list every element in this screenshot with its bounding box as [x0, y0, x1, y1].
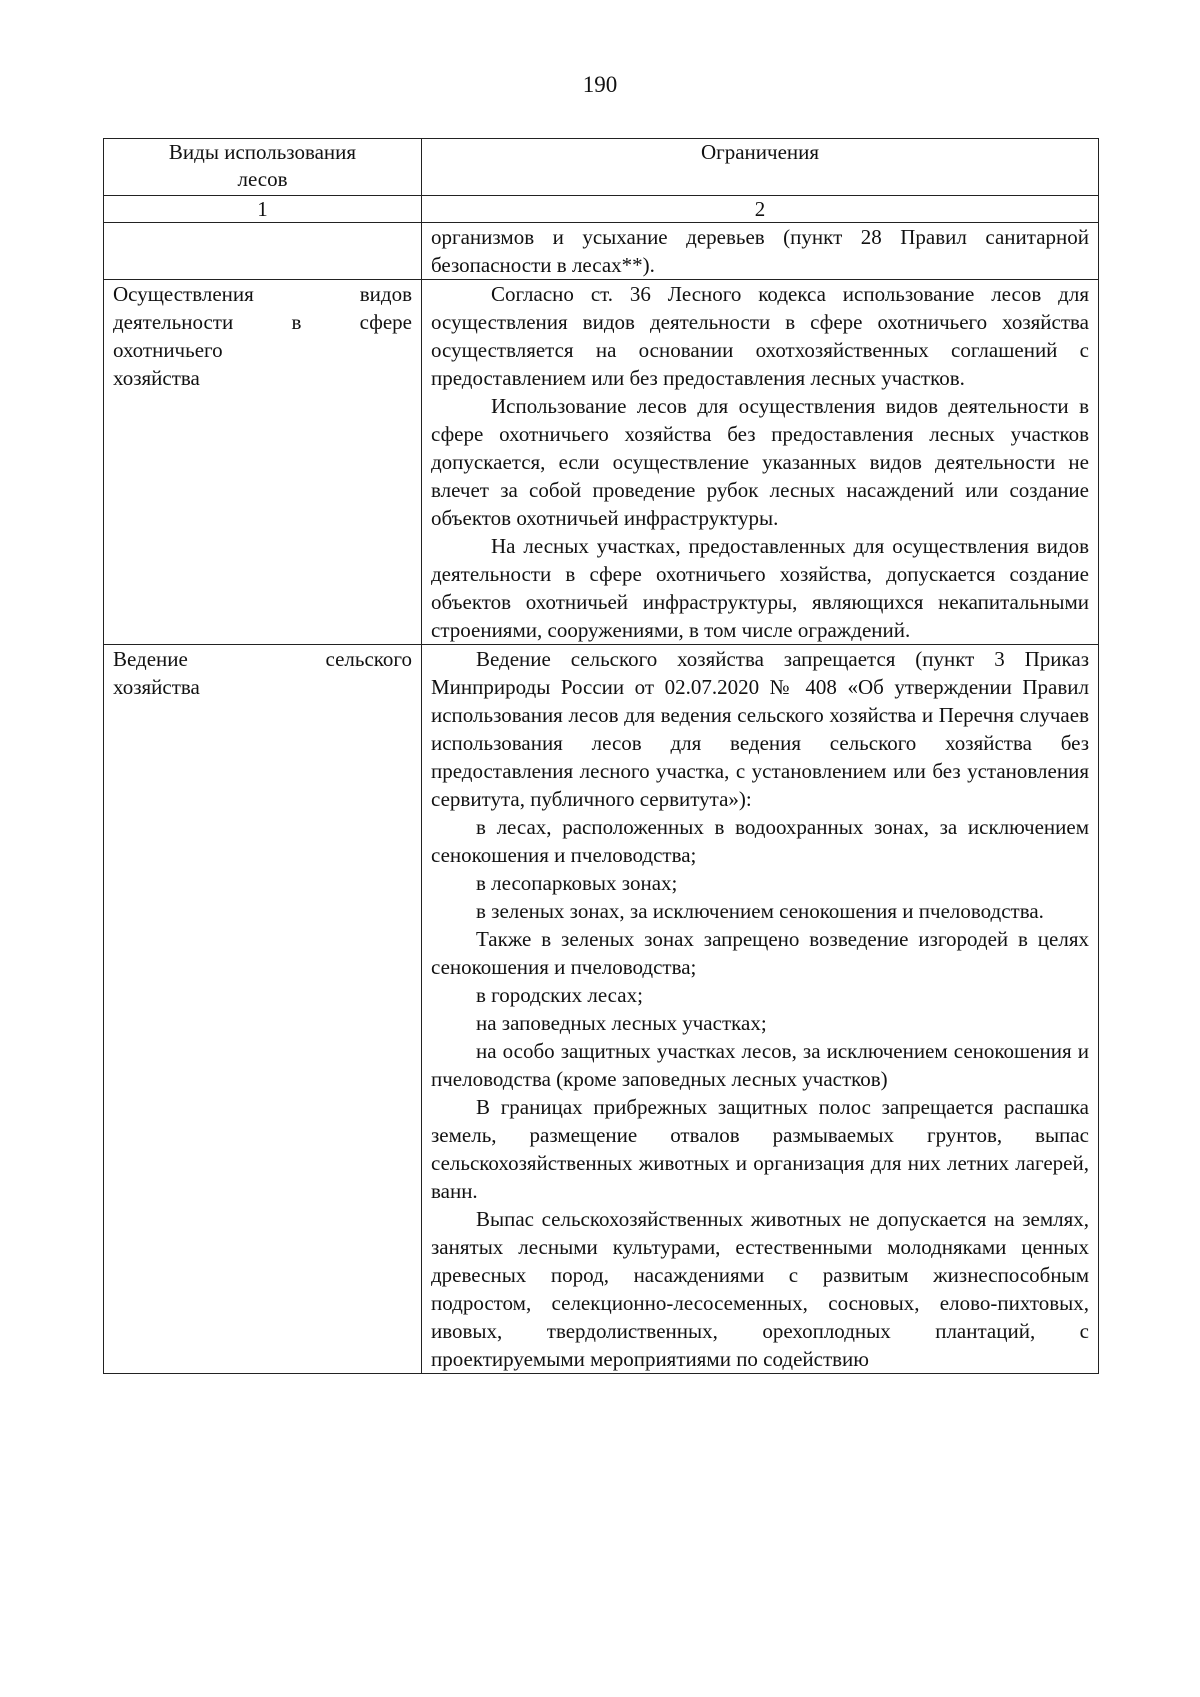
forest-use-type-cell: [104, 280, 422, 645]
restrictions-table: [103, 138, 1099, 1374]
column-number-1: 1: [104, 196, 422, 223]
restriction-paragraph: на заповедных лесных участках;: [476, 1011, 767, 1035]
restrictions-cell: [422, 645, 1099, 1374]
header-col1-line2: лесов: [237, 167, 288, 191]
table-header-row: [104, 139, 1099, 196]
table-row: [104, 280, 1099, 645]
forest-use-type-line: хозяйства: [113, 366, 200, 390]
page-number: 190: [582, 72, 618, 97]
table-body: [104, 223, 1099, 1374]
forest-use-type-line: деятельности в сфере: [113, 310, 412, 334]
restriction-paragraph: На лесных участках, предоставленных для осуществления видов деятельности в сфере охотничьего хозяйства, допускается создание объектов охотничьей инфраструктуры, являющихся некапитальными строениями, сооружениями, в том числе ограждений.: [431, 534, 1089, 642]
forest-use-type-line: Ведение сельского: [113, 647, 412, 671]
restriction-paragraph: организмов и усыхание деревьев (пункт 28 Правил санитарной безопасности в лесах**).: [431, 225, 1089, 277]
restriction-paragraph: Также в зеленых зонах запрещено возведение изгородей в целях сенокошения и пчеловодства;: [431, 927, 1089, 979]
restriction-paragraph: на особо защитных участках лесов, за исключением сенокошения и пчеловодства (кроме заповедных лесных участков): [431, 1039, 1089, 1091]
restriction-paragraph: Ведение сельского хозяйства запрещается (пункт 3 Приказ Минприроды России от 02.07.2020 № 408 «Об утверждении Правил использования лесов для ведения сельского хозяйства и Перечня случаев использования лесов для ведения сельского хозяйства без предоставления лесного участка, с установлением или без установления сервитута, публичного сервитута»):: [431, 647, 1089, 811]
table-column-numbers-row: [104, 196, 1099, 223]
restriction-paragraph: в лесах, расположенных в водоохранных зонах, за исключением сенокошения и пчеловодства;: [431, 815, 1089, 867]
restriction-paragraph: в городских лесах;: [476, 983, 643, 1007]
forest-use-type-cell: [104, 223, 422, 280]
restriction-paragraph: В границах прибрежных защитных полос запрещается распашка земель, размещение отвалов размываемых грунтов, выпас сельскохозяйственных животных и организация для них летних лагерей, ванн.: [431, 1095, 1089, 1203]
restrictions-cell: [422, 280, 1099, 645]
restriction-paragraph: Использование лесов для осуществления видов деятельности в сфере охотничьего хозяйства без предоставления лесных участков допускается, если осуществление указанных видов деятельности не влечет за собой проведение рубок лесных насаждений или создание объектов охотничьей инфраструктуры.: [431, 394, 1089, 530]
forest-use-type-line: хозяйства: [113, 675, 200, 699]
forest-use-type-cell: [104, 645, 422, 1374]
header-col1-line1: Виды использования: [168, 140, 357, 164]
restriction-paragraph: Выпас сельскохозяйственных животных не допускается на землях, занятых лесными культурами, естественными молодняками ценных древесных пород, насаждениями с развитым жизнеспособным подростом, селекционно-лесосеменных, сосновых, елово-пихтовых, ивовых, твердолиственных, орехоплодных плантаций, с проектируемыми мероприятиями по содействию: [431, 1207, 1089, 1371]
column-number-2: 2: [422, 196, 1099, 223]
restriction-paragraph: в зеленых зонах, за исключением сенокошения и пчеловодства.: [476, 899, 1044, 923]
table-row: [104, 645, 1099, 1374]
restriction-paragraph: Согласно ст. 36 Лесного кодекса использование лесов для осуществления видов деятельности в сфере охотничьего хозяйства осуществляется на основании охотхозяйственных соглашений с предоставлением или без предоставления лесных участков.: [431, 282, 1089, 390]
restriction-paragraph: в лесопарковых зонах;: [476, 871, 678, 895]
restrictions-cell: [422, 223, 1099, 280]
forest-use-type-line: охотничьего: [113, 338, 223, 362]
header-restrictions: Ограничения: [422, 139, 1099, 196]
header-forest-use-types: [104, 139, 422, 196]
forest-use-type-line: Осуществления видов: [113, 282, 412, 306]
table-row: [104, 223, 1099, 280]
